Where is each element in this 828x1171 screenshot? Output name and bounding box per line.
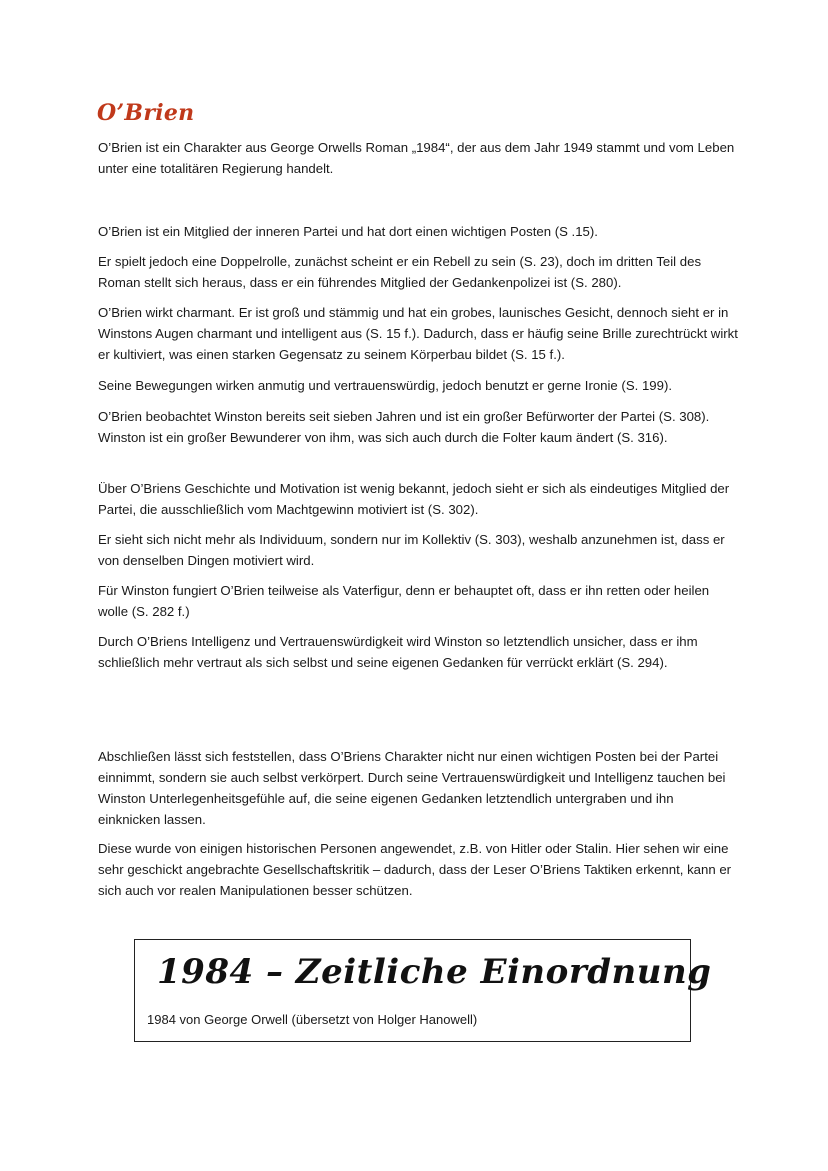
paragraph-collective: Er sieht sich nicht mehr als Individuum, sondern nur im Kollektiv (S. 303), weshalb anzunehmen ist, dass er von denselben Dingen motiviert wird. xyxy=(98,532,725,568)
paragraph-father-figure: Für Winston fungiert O’Brien teilweise als Vaterfigur, denn er behauptet oft, dass er ihn retten oder heilen wolle (S. 282 f.) xyxy=(98,583,710,619)
box-subtitle: 1984 von George Orwell (übersetzt von Holger Hanowell) xyxy=(147,1012,478,1027)
paragraph-intro: O’Brien ist ein Charakter aus George Orwells Roman „1984“, der aus dem Jahr 1949 stammt und vom Leben unter eine totalitären Regierung handelt. xyxy=(98,140,735,176)
timeline-box xyxy=(134,939,712,1042)
box-title: 1984 – Zeitliche Einordnung xyxy=(157,952,712,992)
document-title: O’Brien xyxy=(97,100,195,126)
paragraph-uncertainty: Durch O’Briens Intelligenz und Vertrauenswürdigkeit wird Winston so letztendlich unsicher, dass er ihm schließlich mehr vertraut als sich selbst und seine eigenen Gedanken für verrückt erklärt (S. 294). xyxy=(98,634,698,670)
paragraph-conclusion: Abschließen lässt sich feststellen, dass O’Briens Charakter nicht nur einen wichtigen Posten bei der Partei einnimmt, sondern sie auch selbst verkörpert. Durch seine Vertrauenswürdigkeit und Intelligenz tauchen bei Winston Unterlegenheitsgefühle auf, die seine eigenen Gedanken letztendlich untergraben und ihn einknicken lassen. xyxy=(98,749,726,827)
paragraph-appearance: O’Brien wirkt charmant. Er ist groß und stämmig und hat ein grobes, launisches Gesicht, dennoch sieht er in Winstons Augen charmant und intelligent aus (S. 15 f.). Dadurch, dass er häufig seine Brille zurechtrückt wirkt er kultiviert, was einen starken Gegensatz zu seinem Körperbau bildet (S. 15 f.). xyxy=(98,305,738,362)
paragraph-party-member: O’Brien ist ein Mitglied der inneren Partei und hat dort einen wichtigen Posten (S .15). xyxy=(98,224,598,239)
paragraph-social-criticism: Diese wurde von einigen historischen Personen angewendet, z.B. von Hitler oder Stalin. Hier sehen wir eine sehr geschickt angebrachte Gesellschaftskritik – dadurch, dass der Leser O’Briens Taktiken erkennt, kann er sich auch vor realen Manipulationen besser schützen. xyxy=(98,841,732,898)
paragraph-movements: Seine Bewegungen wirken anmutig und vertrauenswürdig, jedoch benutzt er gerne Ironie (S. 199). xyxy=(98,378,673,393)
paragraph-double-role: Er spielt jedoch eine Doppelrolle, zunächst scheint er ein Rebell zu sein (S. 23), doch im dritten Teil des Roman stellt sich heraus, dass er ein führendes Mitglied der Gedankenpolizei ist (S. 280). xyxy=(98,254,702,290)
paragraph-observes-winston: O’Brien beobachtet Winston bereits seit sieben Jahren und ist ein großer Befürworter der Partei (S. 308). Winston ist ein großer Bewunderer von ihm, was sich auch durch die Folter kaum ändert (S. 316). xyxy=(98,409,710,445)
paragraph-history-motivation: Über O’Briens Geschichte und Motivation ist wenig bekannt, jedoch sieht er sich als eindeutiges Mitglied der Partei, die ausschließlich vom Machtgewinn motiviert ist (S. 302). xyxy=(98,481,730,517)
